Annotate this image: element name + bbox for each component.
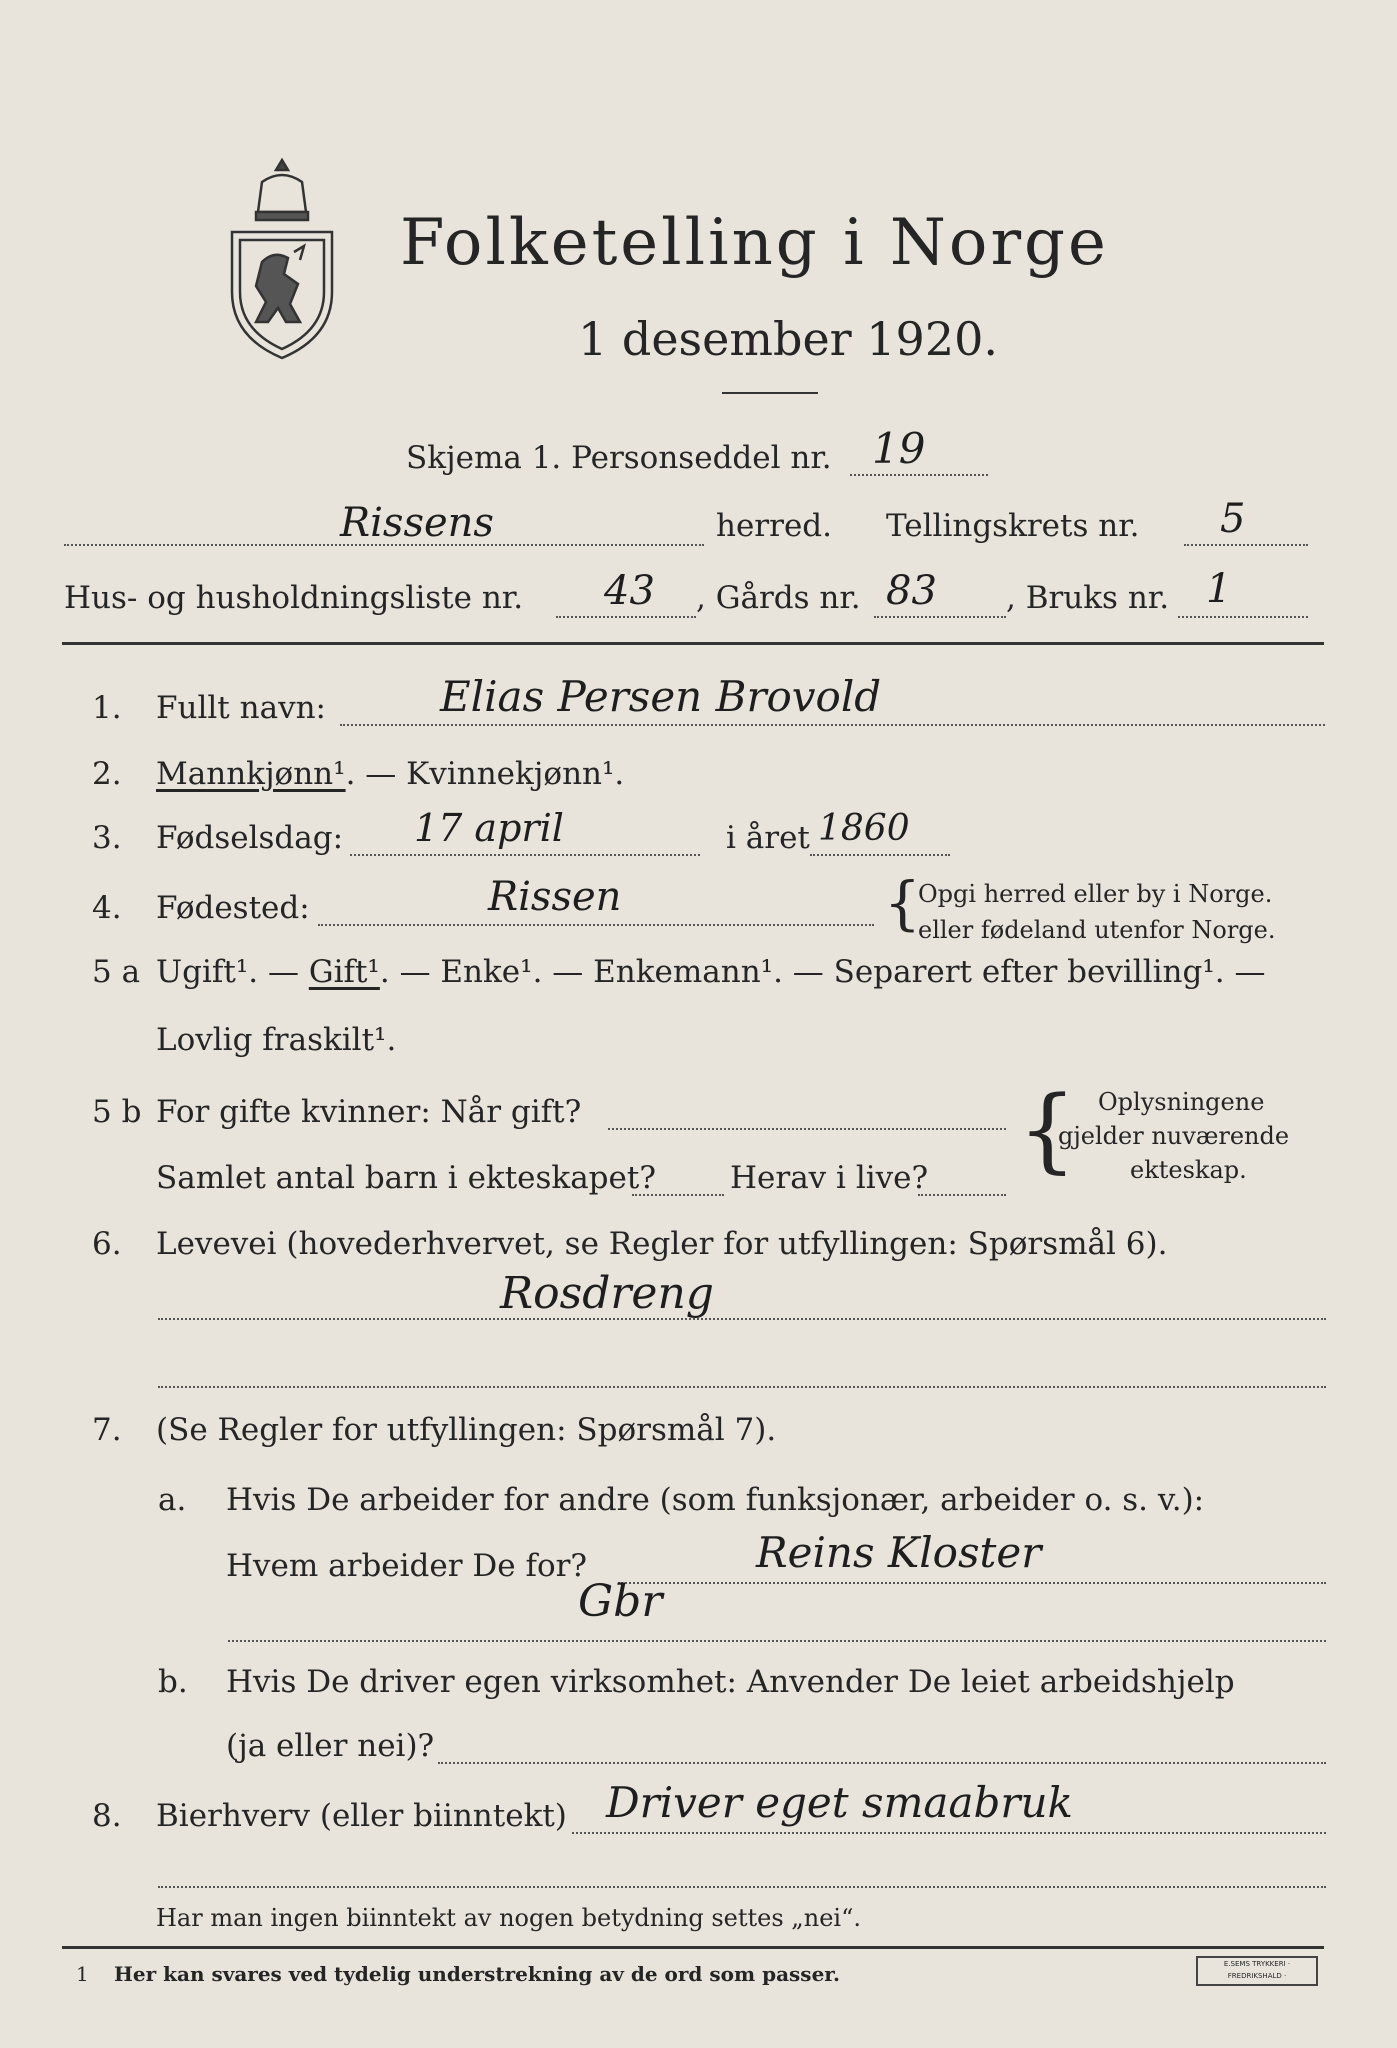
gards-label: , Gårds nr. bbox=[696, 580, 861, 616]
schema-label: Skjema 1. Personseddel nr. bbox=[406, 440, 832, 476]
birthplace-field[interactable]: Rissen bbox=[488, 874, 622, 920]
q7a-field-line-2 bbox=[228, 1640, 1326, 1642]
q3-number: 3. bbox=[92, 820, 122, 856]
q5b-alive-label: Herav i live? bbox=[730, 1160, 929, 1196]
herred-label: herred. bbox=[716, 508, 832, 544]
gards-field[interactable]: 83 bbox=[886, 568, 937, 614]
q7b-question: (ja eller nei)? bbox=[226, 1728, 435, 1764]
q5b-married-label: For gifte kvinner: Når gift? bbox=[156, 1094, 582, 1130]
option-kvinnekjonn[interactable]: Kvinnekjønn¹. bbox=[406, 756, 625, 792]
option-gift[interactable]: Gift¹ bbox=[308, 954, 380, 990]
tellingskrets-field-line bbox=[1184, 544, 1308, 546]
q5a-number: 5 a bbox=[92, 954, 141, 990]
q6-number: 6. bbox=[92, 1226, 122, 1262]
side-income-field[interactable]: Driver eget smaabruk bbox=[606, 1778, 1073, 1827]
printer-stamp: E.SEMS TRYKKERI · FREDRIKSHALD · bbox=[1196, 1956, 1318, 1986]
household-list-field[interactable]: 43 bbox=[604, 568, 655, 614]
q3-field-line bbox=[350, 854, 700, 856]
birth-year-field[interactable]: 1860 bbox=[818, 808, 910, 849]
hired-help-field[interactable] bbox=[438, 1762, 1326, 1764]
norwegian-coat-of-arms-icon bbox=[222, 152, 342, 362]
q1-label: Fullt navn: bbox=[156, 690, 326, 726]
children-alive-field[interactable] bbox=[918, 1194, 1006, 1196]
q4-note-line2: eller fødeland utenfor Norge. bbox=[918, 916, 1276, 944]
q8-field-line bbox=[572, 1832, 1326, 1834]
no-income-note: Har man ingen biinntekt av nogen betydning settes „nei“. bbox=[156, 1904, 861, 1932]
tellingskrets-label: Tellingskrets nr. bbox=[886, 508, 1140, 544]
q2-number: 2. bbox=[92, 756, 122, 792]
q8-label: Bierhverv (eller biinntekt) bbox=[156, 1798, 567, 1834]
header-separator bbox=[62, 642, 1324, 645]
option-mannkjonn[interactable]: Mannkjønn¹ bbox=[156, 756, 346, 792]
q7a-question: Hvem arbeider De for? bbox=[226, 1548, 588, 1584]
q6-field-line-2[interactable] bbox=[158, 1386, 1326, 1388]
q5a-options bbox=[156, 954, 1265, 990]
q8-field-line-2[interactable] bbox=[158, 1886, 1326, 1888]
q5b-note-line2: gjelder nuværende bbox=[1058, 1122, 1290, 1150]
children-count-field[interactable] bbox=[632, 1194, 724, 1196]
household-list-label: Hus- og husholdningsliste nr. bbox=[64, 580, 524, 616]
q2-options bbox=[156, 756, 624, 792]
herred-field[interactable]: Rissens bbox=[340, 500, 494, 546]
census-date: 1 desember 1920. bbox=[578, 312, 998, 366]
schema-field-line bbox=[850, 474, 988, 476]
bruks-field-line bbox=[1178, 616, 1308, 618]
q6-field-line bbox=[158, 1318, 1326, 1320]
q7a-text: Hvis De arbeider for andre (som funksjonær, arbeider o. s. v.): bbox=[226, 1482, 1205, 1518]
q7b-letter: b. bbox=[158, 1664, 188, 1700]
q7b-text: Hvis De driver egen virksomhet: Anvender De leiet arbeidshjelp bbox=[226, 1664, 1235, 1700]
q5b-children-label: Samlet antal barn i ekteskapet? bbox=[156, 1160, 656, 1196]
q5b-note-line3: ekteskap. bbox=[1130, 1156, 1247, 1184]
q3-label: Fødselsdag: bbox=[156, 820, 344, 856]
gards-field-line bbox=[874, 616, 1006, 618]
schema-number-field[interactable]: 19 bbox=[872, 424, 926, 473]
footnote-mark: 1 bbox=[76, 1962, 89, 1986]
birthday-field[interactable]: 17 april bbox=[414, 806, 564, 850]
q1-number: 1. bbox=[92, 690, 122, 726]
q7-number: 7. bbox=[92, 1412, 122, 1448]
q8-number: 8. bbox=[92, 1798, 122, 1834]
bruks-label: , Bruks nr. bbox=[1006, 580, 1170, 616]
q4-field-line bbox=[318, 924, 874, 926]
q7-label: (Se Regler for utfyllingen: Spørsmål 7). bbox=[156, 1412, 777, 1448]
title-divider bbox=[722, 392, 818, 394]
q7a-letter: a. bbox=[158, 1482, 187, 1518]
year-label: i året bbox=[726, 820, 810, 856]
married-date-field[interactable] bbox=[608, 1128, 1006, 1130]
q4-note-line1: Opgi herred eller by i Norge. bbox=[918, 880, 1273, 908]
option-ugift[interactable]: Ugift¹. — bbox=[156, 954, 299, 990]
q2-separator: . — bbox=[345, 756, 407, 792]
q7a-field-line bbox=[618, 1582, 1326, 1584]
q5b-note-brace: { bbox=[1018, 1076, 1077, 1183]
year-field-line bbox=[810, 854, 950, 856]
footnote-text: Her kan svares ved tydelig understrekning av de ord som passer. bbox=[114, 1962, 840, 1986]
option-lovlig-fraskilt[interactable]: Lovlig fraskilt¹. bbox=[156, 1022, 397, 1058]
employer-field-2[interactable]: Gbr bbox=[578, 1576, 663, 1627]
q1-field-line bbox=[340, 724, 1325, 726]
q5b-number: 5 b bbox=[92, 1094, 142, 1130]
q6-label: Levevei (hovederhvervet, se Regler for utfyllingen: Spørsmål 6). bbox=[156, 1226, 1168, 1262]
q4-label: Fødested: bbox=[156, 890, 310, 926]
q5b-note-line1: Oplysningene bbox=[1098, 1088, 1265, 1116]
occupation-field[interactable]: Rosdreng bbox=[500, 1268, 714, 1319]
tellingskrets-field[interactable]: 5 bbox=[1220, 496, 1246, 542]
footer-separator bbox=[62, 1946, 1324, 1949]
q4-note-brace: { bbox=[884, 869, 921, 937]
household-list-field-line bbox=[556, 616, 696, 618]
q5a-other-options[interactable]: . — Enke¹. — Enkemann¹. — Separert efter bevilling¹. — bbox=[379, 954, 1266, 990]
full-name-field[interactable]: Elias Persen Brovold bbox=[440, 672, 882, 721]
form-title: Folketelling i Norge bbox=[400, 206, 1109, 280]
q4-number: 4. bbox=[92, 890, 122, 926]
employer-field[interactable]: Reins Kloster bbox=[756, 1528, 1042, 1577]
bruks-field[interactable]: 1 bbox=[1206, 566, 1232, 612]
